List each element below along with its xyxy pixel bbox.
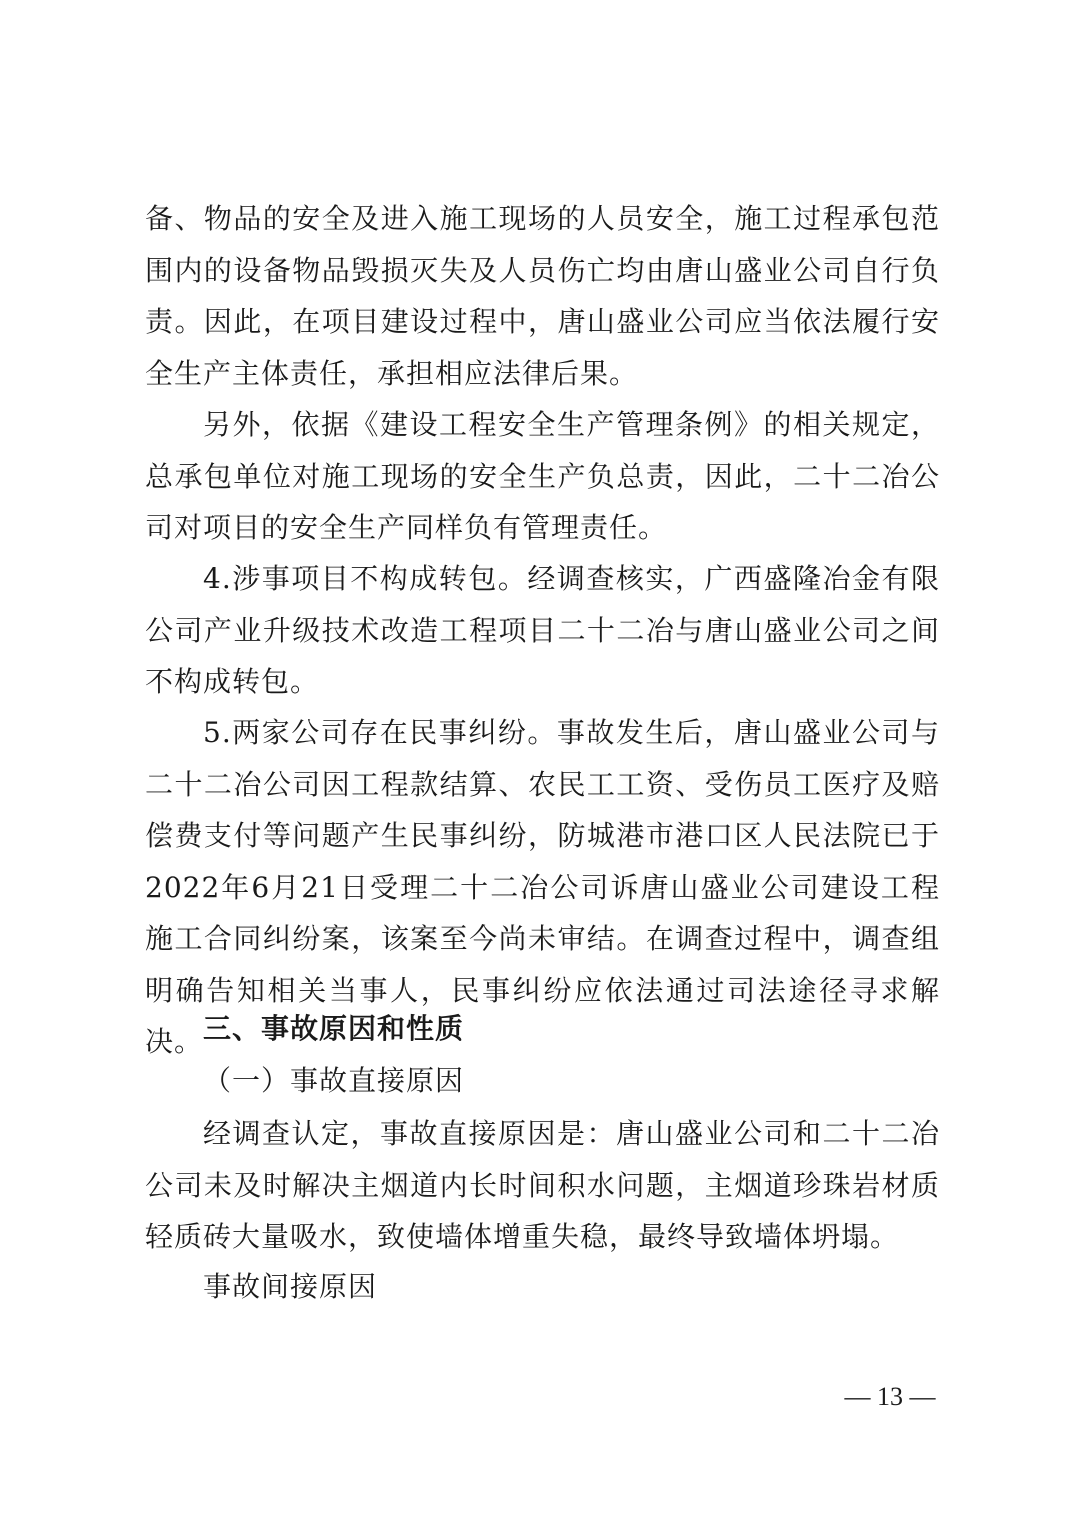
paragraph-indirect-cause: 事故间接原因 xyxy=(203,1270,378,1303)
page-number: — 13 — xyxy=(844,1382,936,1411)
paragraph-continuation: 备、物品的安全及进入施工现场的人员安全，施工过程承包范围内的设备物品毁损灭失及人员伤亡均由唐山盛业公司自行负责。因此，在项目建设过程中，唐山盛业公司应当依法履行安全生产主体责任，承担相应法律后果。 xyxy=(145,202,940,390)
subsection-heading: （一）事故直接原因 xyxy=(203,1064,465,1097)
paragraph-direct-cause: 经调查认定，事故直接原因是：唐山盛业公司和二十二冶公司未及时解决主烟道内长时间积水问题，主烟道珍珠岩材质轻质砖大量吸水，致使墙体增重失稳，最终导致墙体坍塌。 xyxy=(145,1117,940,1253)
paragraph-item-5: 5.两家公司存在民事纠纷。事故发生后，唐山盛业公司与二十二冶公司因工程款结算、农民工工资、受伤员工医疗及赔偿费支付等问题产生民事纠纷，防城港市港口区人民法院已于2022年6月21日受理二十二冶公司诉唐山盛业公司建设工程施工合同纠纷案，该案至今尚未审结。在调查过程中，调查组明确告知相关当事人，民事纠纷应依法通过司法途径寻求解决。 xyxy=(145,716,940,1058)
section-heading: 三、事故原因和性质 xyxy=(203,1012,465,1045)
paragraph-item-4: 4.涉事项目不构成转包。经调查核实，广西盛隆冶金有限公司产业升级技术改造工程项目二十二冶与唐山盛业公司之间不构成转包。 xyxy=(145,562,940,698)
paragraph-general-contractor: 另外，依据《建设工程安全生产管理条例》的相关规定，总承包单位对施工现场的安全生产负总责，因此，二十二冶公司对项目的安全生产同样负有管理责任。 xyxy=(145,408,940,544)
